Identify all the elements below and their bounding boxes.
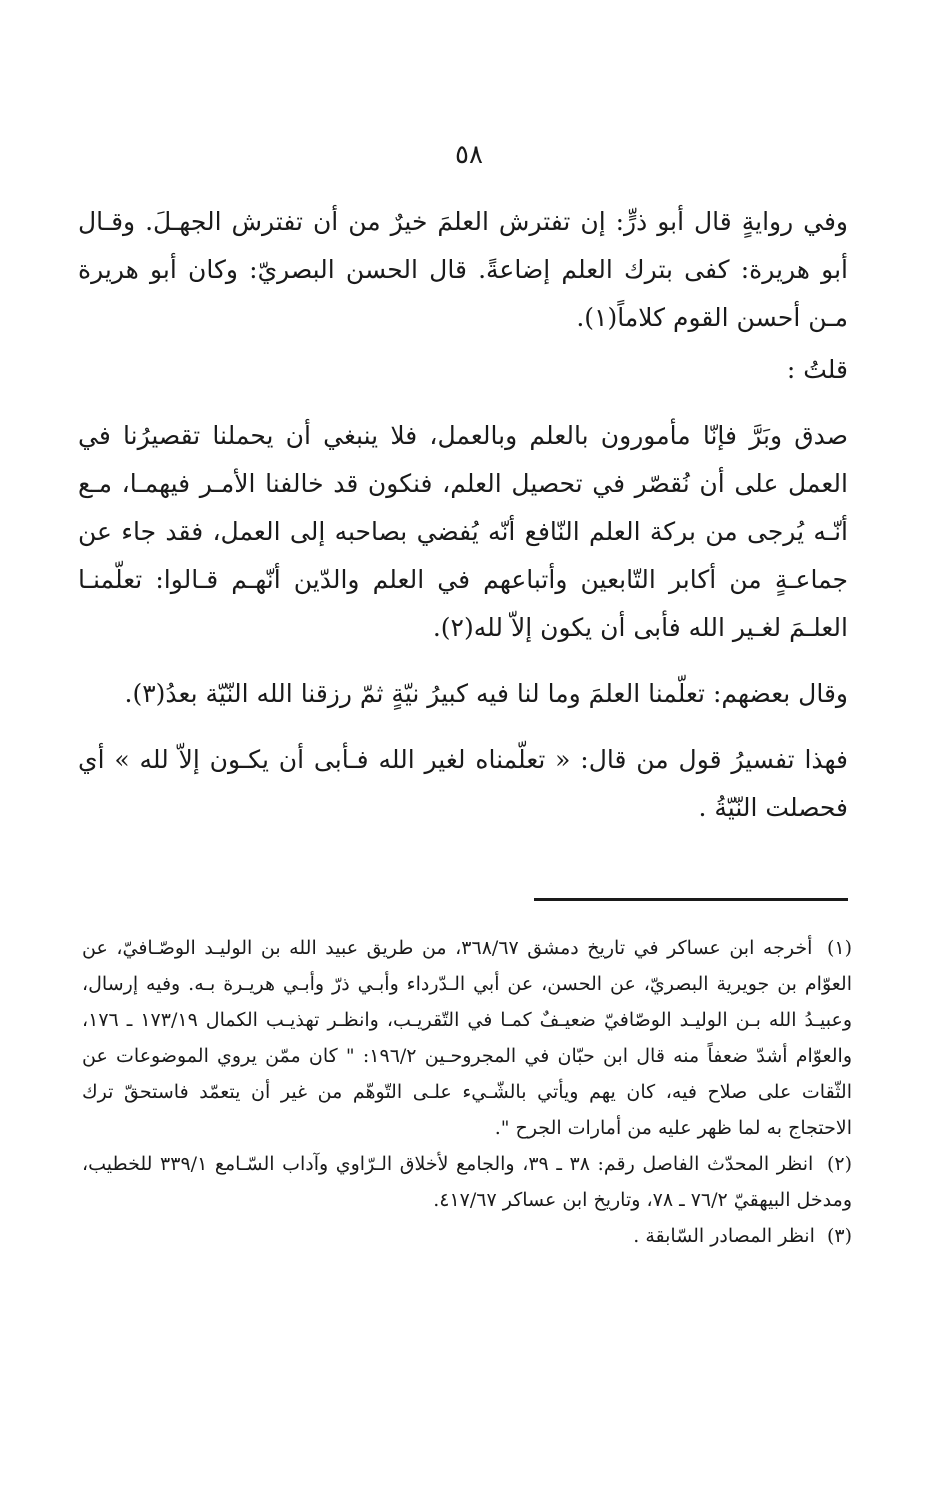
- footnote-3: [82, 1218, 852, 1254]
- footnote-separator-line: [534, 898, 848, 901]
- main-body-text: [78, 198, 848, 832]
- footnote-text: انظر المحدّث الفاصل رقم: ٣٨ ـ ٣٩، والجامع لأخلاق الـرّاوي وآداب السّـامع ٣٣٩/١ للخطيب، ومدخل البيهقيّ ٧٦/٢ ـ ٧٨، وتاريخ ابن عساكر ٤١٧/٦٧.: [82, 1153, 852, 1211]
- footnote-text: انظر المصادر السّابقة .: [633, 1225, 815, 1247]
- footnote-2: [82, 1146, 852, 1218]
- paragraph-qultu-heading: قلتُ :: [786, 355, 848, 384]
- page-number: ٥٨: [455, 140, 483, 170]
- footnote-number: (٣): [826, 1225, 852, 1247]
- footnote-1: [82, 930, 852, 1146]
- footnote-number: (٢): [826, 1153, 852, 1175]
- footnotes-section: [82, 930, 852, 1254]
- paragraph-abu-dharr: وفي روايةٍ قال أبو ذرٍّ: إن تفترش العلمَ خيرٌ من أن تفترش الجهـلَ. وقـال أبو هريرة: كفى بترك العلم إضاعةً. قال الحسن البصريّ: وكان أبو هريرة مـن أحسن القوم كلاماً(١).: [78, 207, 848, 332]
- paragraph-baaduhum: وقال بعضهم: تعلّمنا العلمَ وما لنا فيه كبيرُ نيّةٍ ثمّ رزقنا الله النّيّة بعدُ(٣).: [124, 679, 848, 708]
- paragraph-tafsir: فهذا تفسيرُ قول من قال: « تعلّمناه لغير الله فـأبى أن يكـون إلاّ لله » أي فحصلت النّيّةُ .: [78, 745, 848, 822]
- paragraph-sadaqa: صدق وبَرَّ فإنّا مأمورون بالعلم وبالعمل، فلا ينبغي أن يحملنا تقصيرُنا في العمل على أن نُقصّر في تحصيل العلم، فنكون قد خالفنا الأمـر فيهمـا، مـع أنّـه يُرجى من بركة العلم النّافع أنّه يُفضي بصاحبه إلى العمل، فقد جاء عن جماعـةٍ من أكابر التّابعين وأتباعهم في العلم والدّين أنّهـم قـالوا: تعلّمنـا العلـمَ لغـير الله فأبى أن يكون إلاّ لله(٢).: [78, 421, 848, 642]
- footnote-text: أخرجه ابن عساكر في تاريخ دمشق ٣٦٨/٦٧، من طريق عبيد الله بن الوليـد الوصّـافيّ، عن العوّام بن جويرية البصريّ، عن الحسن، عن أبي الـدّرداء وأبـي ذرّ وأبـي هريـرة بـه. وفيه إرسال، وعبيـدُ الله بـن الوليـد الوصّافيّ ضعيـفٌ كمـا في التّقريـب، وانظـر تهذيـب الكمال ١٧٣/١٩ ـ ١٧٦، والعوّام أشدّ ضعفاً منه قال ابن حبّان في المجروحـين ١٩٦/٢: " كان ممّن يروي الموضوعات عن الثّقات على صلاح فيه، كان يهم ويأتي بالشّـيء علـى التّوهّم من غير أن يتعمّد فاستحقّ ترك الاحتجاج به لما ظهر عليه من أمارات الجرح ".: [82, 937, 852, 1139]
- footnote-number: (١): [826, 937, 853, 959]
